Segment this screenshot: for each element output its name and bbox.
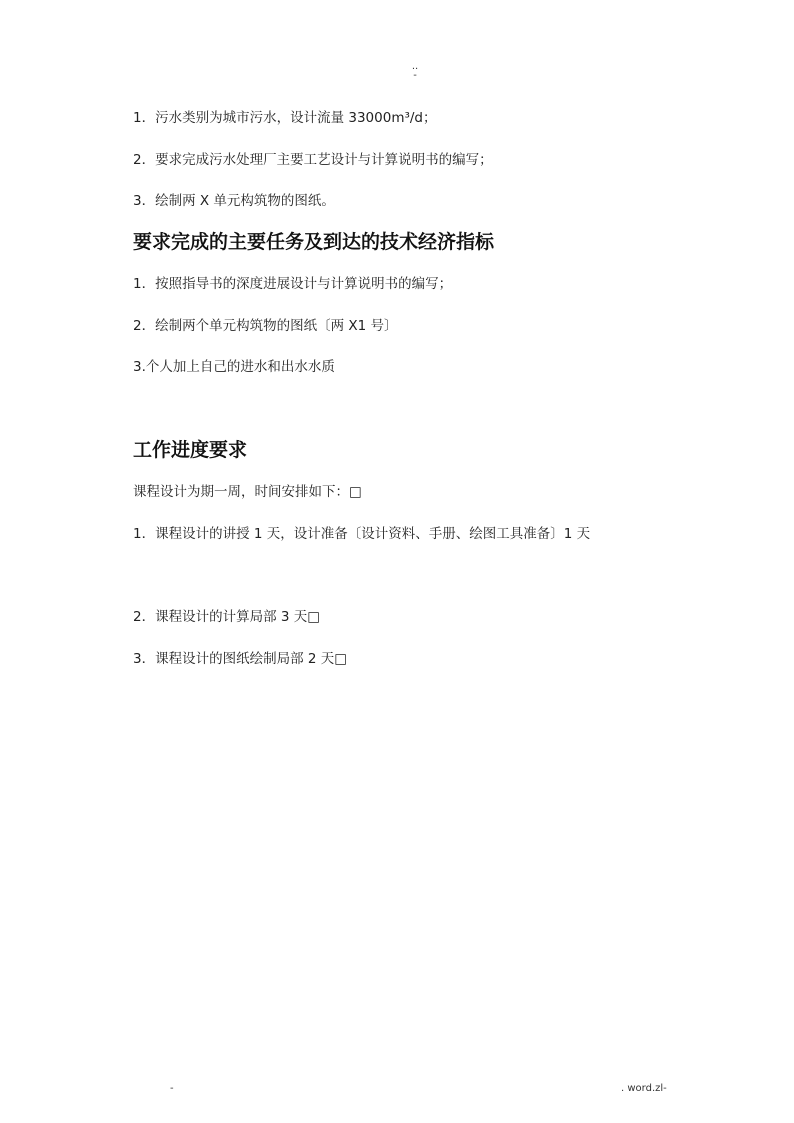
schedule-item-3-text: 3．课程设计的图纸绘制局部 2 天 — [133, 651, 335, 667]
header-dash: - — [413, 70, 417, 81]
requirement-item-3: 3．绘制两 X 单元构筑物的图纸。 — [133, 193, 335, 209]
page-header-mark — [408, 62, 422, 80]
task-item-3: 3.个人加上自己的进水和出水水质 — [133, 359, 335, 375]
schedule-item-2: 2．课程设计的计算局部 3 天□ — [133, 609, 321, 625]
schedule-item-2-text: 2．课程设计的计算局部 3 天 — [133, 609, 308, 625]
requirement-item-1: 1．污水类别为城市污水，设计流量 33000m³/d； — [133, 110, 437, 126]
schedule-intro: 课程设计为期一周，时间安排如下：□ — [133, 484, 362, 500]
schedule-intro-text: 课程设计为期一周，时间安排如下： — [133, 484, 349, 500]
header-dots: .. — [411, 61, 419, 72]
task-item-1: 1．按照指导书的深度进展设计与计算说明书的编写； — [133, 276, 453, 292]
section-heading-tasks: 要求完成的主要任务及到达的技术经济指标 — [133, 231, 495, 253]
footer-left-mark: - — [170, 1083, 174, 1094]
requirement-item-2: 2．要求完成污水处理厂主要工艺设计与计算说明书的编写； — [133, 152, 493, 168]
schedule-item-3: 3．课程设计的图纸绘制局部 2 天□ — [133, 651, 348, 667]
schedule-item-1: 1．课程设计的讲授 1 天，设计准备〔设计资料、手册、绘图工具准备〕1 天 — [133, 526, 591, 542]
task-item-2: 2．绘制两个单元构筑物的图纸〔两 X1 号〕 — [133, 318, 398, 334]
section-heading-schedule: 工作进度要求 — [133, 439, 248, 461]
footer-right-mark: . word.zl- — [621, 1083, 667, 1094]
